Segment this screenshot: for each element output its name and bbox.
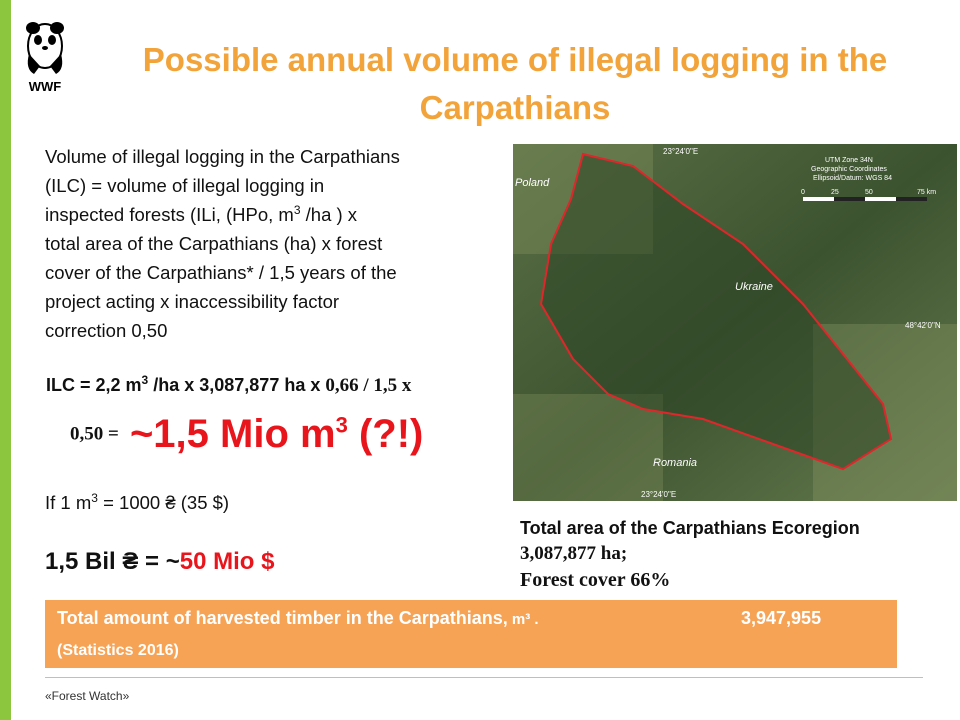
harvest-label: Total amount of harvested timber in the Carpathians, (57, 608, 508, 628)
satellite-map (513, 144, 957, 501)
svg-text:0: 0 (801, 189, 805, 196)
svg-text:50: 50 (865, 189, 873, 196)
harvest-unit: m³ . (507, 611, 539, 628)
map-coord-bottom: 23°24'0"E (641, 490, 677, 499)
map-graphic (513, 144, 957, 501)
map-label-romania: Romania (653, 457, 698, 469)
svg-text:25: 25 (831, 189, 839, 196)
harvest-note: (Statistics 2016) (57, 642, 179, 659)
exchange-rate-line: If 1 $m^3 = 1000$ ₴ (35 $) (45, 490, 230, 513)
map-legend-line-1: UTM Zone 34N (825, 157, 873, 164)
left-accent-bar (0, 0, 11, 720)
page-title: Possible annual volume of illegal logging in the Carpathians (142, 41, 888, 126)
formula-description: Volume of illegal logging in the Carpathians (ILC) = volume of illegal logging in inspected forests (ILi, (HPo, $m^3$ /ha ) x total area of the Carpathians (ha) x forest cover of the Carpathians* / 1,5 years of the project acting x inaccessibility factor correction 0,50 (45, 146, 400, 341)
map-coord-top: 23°24'0"E (663, 147, 699, 156)
map-label-ukraine: Ukraine (735, 281, 773, 293)
svg-text:75 km: 75 km (917, 189, 937, 196)
harvest-summary-box (45, 600, 897, 668)
footer-divider (45, 677, 923, 678)
wwf-panda-logo (20, 14, 70, 94)
harvest-value: 3,947,955 (741, 608, 822, 628)
footer-text: «Forest Watch» (45, 689, 130, 703)
map-coord-right: 48°42'0"N (905, 321, 941, 330)
map-label-poland: Poland (515, 177, 550, 189)
calculation-line: ILC = 2,2 $m^3$ /ha x 3,087,877 ha x 0,66 / 1,5 x (46, 373, 412, 396)
map-legend-line-3: Ellipsoid/Datum: WGS 84 (813, 175, 892, 182)
map-legend-line-2: Geographic Coordinates (811, 166, 887, 173)
map-caption: Total area of the Carpathians Ecoregion 3,087,877 ha; Forest cover 66% (520, 518, 860, 591)
money-result: 1,5 Bil ₴ = ~50 Mio $ (45, 548, 275, 575)
svg-text:WWF: WWF (28, 79, 62, 94)
calculation-result: 0,50 = ~1,5 Mio $m^3$ (?!) (70, 412, 424, 456)
